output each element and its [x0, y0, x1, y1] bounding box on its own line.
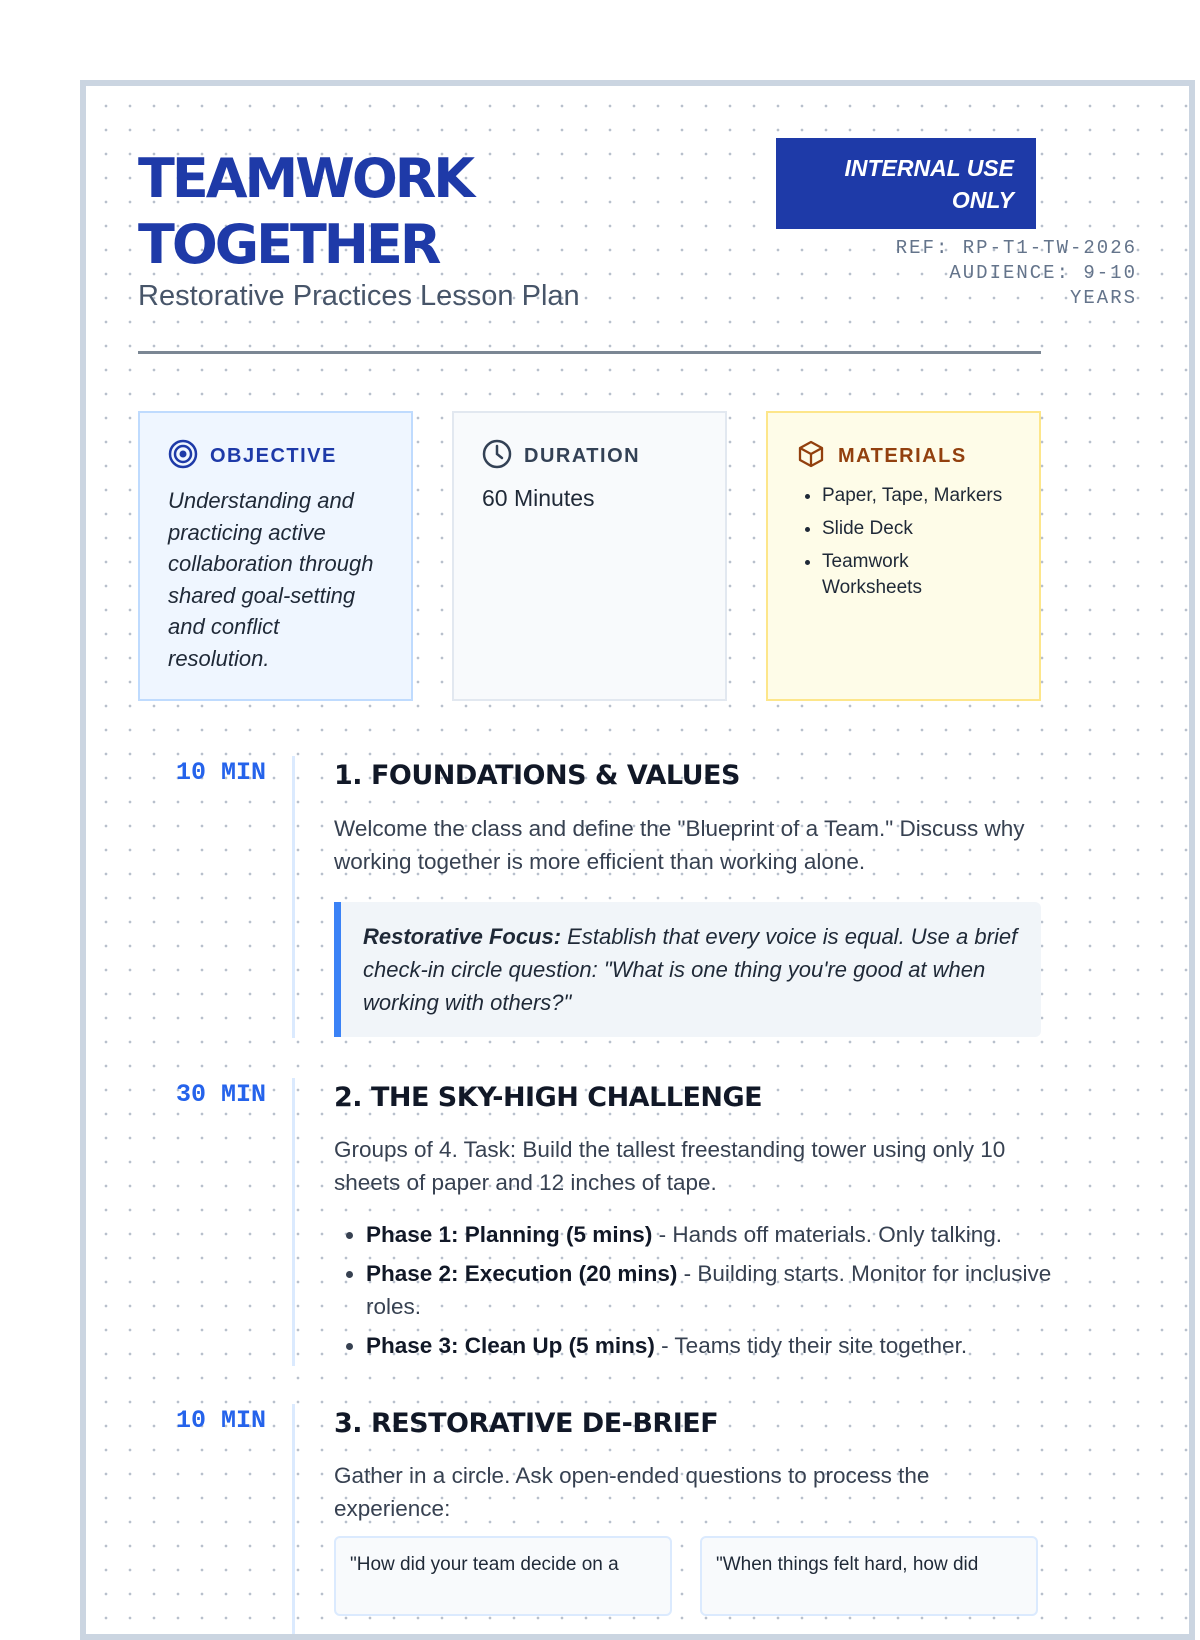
section-1-text: Welcome the class and define the "Blueprint of a Team." Discuss why working together is more efficient than working alone. — [334, 816, 1025, 874]
materials-item: • Paper, Tape, Markers — [822, 483, 1011, 509]
section-1-timeline — [292, 756, 295, 1038]
phase-label: Phase 3: Clean Up (5 mins) — [366, 1333, 655, 1358]
restorative-focus-callout — [334, 902, 1041, 1037]
duration-card — [452, 411, 727, 701]
section-2-title: 2. THE SKY-HIGH CHALLENGE — [334, 1082, 763, 1113]
phase-item — [366, 1329, 1086, 1362]
callout-label: Restorative Focus: — [363, 924, 562, 949]
materials-title: MATERIALS — [838, 444, 967, 467]
materials-item: • Teamwork Worksheets — [822, 549, 1011, 601]
phase-text: - Teams tidy their site together. — [654, 1333, 968, 1358]
audience-line-2: YEARS — [1069, 287, 1137, 309]
page-title — [138, 146, 472, 278]
section-2-time: 30 MIN — [175, 1080, 266, 1109]
section-3-timeline — [292, 1404, 295, 1640]
materials-item: • Slide Deck — [822, 516, 1011, 542]
section-3-text: Gather in a circle. Ask open-ended questions to process the experience: — [334, 1463, 930, 1521]
header-divider — [138, 351, 1041, 354]
section-2-timeline — [292, 1078, 295, 1366]
reference-code: REF: RP-T1-TW-2026 — [895, 237, 1137, 259]
objective-text: Understanding and practicing active collaboration through shared goal-setting and conflict resolution. — [168, 488, 374, 671]
clock-icon — [482, 439, 512, 474]
target-icon — [168, 439, 198, 474]
audience-line-1: AUDIENCE: 9-10 — [949, 262, 1137, 284]
phase-label: Phase 1: Planning (5 mins) — [366, 1222, 653, 1247]
page-subtitle: Restorative Practices Lesson Plan — [138, 280, 580, 312]
box-icon — [796, 439, 826, 474]
materials-card — [766, 411, 1041, 701]
phases-list — [334, 1218, 1086, 1368]
section-3-title: 3. RESTORATIVE DE-BRIEF — [334, 1408, 719, 1439]
phase-text: - Hands off materials. Only talking. — [652, 1222, 1003, 1247]
title-line-2: TOGETHER — [138, 213, 439, 276]
internal-use-badge: INTERNAL USE ONLY — [776, 138, 1036, 229]
debrief-question-card: "How did your team decide on a — [334, 1536, 672, 1616]
lesson-plan-sheet — [80, 80, 1195, 1640]
duration-value: 60 Minutes — [482, 485, 595, 511]
materials-list — [796, 483, 1011, 601]
callout-text: Establish that every voice is equal. Use a brief check-in circle question: "What is one thing you're good at when working with others?" — [363, 924, 1018, 1015]
phase-label: Phase 2: Execution (20 mins) — [366, 1261, 678, 1286]
section-1-time: 10 MIN — [175, 758, 266, 787]
phase-text: - Building starts. Monitor for inclusive roles. — [366, 1261, 1052, 1319]
section-2-text: Groups of 4. Task: Build the tallest freestanding tower using only 10 sheets of paper and 12 inches of tape. — [334, 1137, 1006, 1195]
phase-item — [366, 1218, 1086, 1251]
objective-card — [138, 411, 413, 701]
section-3-time: 10 MIN — [175, 1406, 266, 1435]
phase-item — [366, 1257, 1086, 1323]
section-1-title: 1. FOUNDATIONS & VALUES — [334, 760, 740, 791]
title-line-1: TEAMWORK — [138, 147, 473, 210]
duration-title: DURATION — [524, 444, 641, 467]
objective-title: OBJECTIVE — [210, 444, 337, 467]
debrief-question-card: "When things felt hard, how did — [700, 1536, 1038, 1616]
